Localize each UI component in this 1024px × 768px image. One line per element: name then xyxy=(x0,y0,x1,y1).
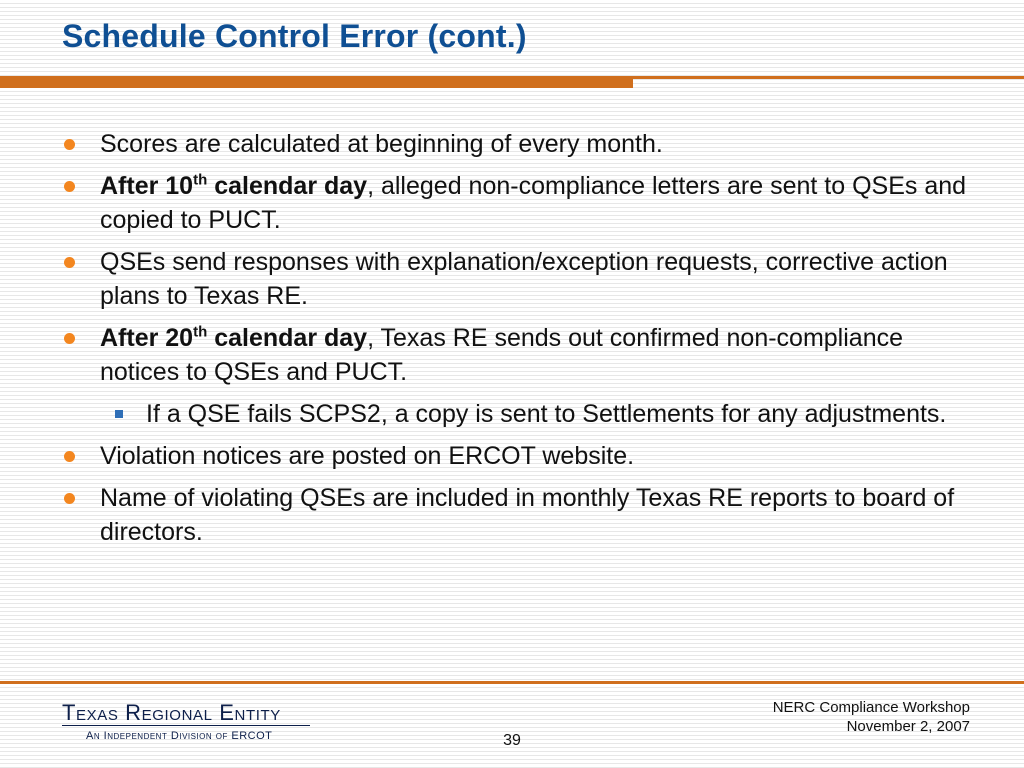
bullet-dot-icon xyxy=(64,451,75,462)
sub-bullet-text: If a QSE fails SCPS2, a copy is sent to Settlements for any adjustments. xyxy=(146,400,947,428)
bullet-dot-icon xyxy=(64,257,75,268)
sub-bullet-item xyxy=(58,397,988,431)
bullet-dot-icon xyxy=(64,139,75,150)
top-rule-accent xyxy=(0,79,633,88)
ordinal-suffix: th xyxy=(193,171,208,189)
bullet-dot-icon xyxy=(64,181,75,192)
bullet-item xyxy=(58,169,988,237)
bottom-rule xyxy=(0,681,1024,684)
bullet-item xyxy=(58,245,988,313)
square-bullet-icon xyxy=(115,410,123,418)
bullet-dot-icon xyxy=(64,333,75,344)
bullet-bold-text: After 10th calendar day xyxy=(100,171,368,200)
bullet-item xyxy=(58,127,988,161)
ordinal-suffix: th xyxy=(193,323,208,341)
bullet-text: Violation notices are posted on ERCOT website. xyxy=(100,442,635,470)
texas-re-logo: Texas Regional Entity xyxy=(62,700,281,725)
page-number: 39 xyxy=(503,732,521,749)
logo-tagline: An Independent Division of ERCOT xyxy=(86,730,273,742)
bullet-item xyxy=(58,439,988,473)
footer-event: NERC Compliance Workshop xyxy=(772,699,970,716)
bullet-bold-text: After 20th calendar day xyxy=(100,323,368,352)
logo-divider xyxy=(62,725,310,726)
footer-event-info xyxy=(773,698,970,736)
bullet-item xyxy=(58,481,988,549)
footer-date: November 2, 2007 xyxy=(846,718,970,735)
slide-title: Schedule Control Error (cont.) xyxy=(62,18,527,54)
bullet-text: Name of violating QSEs are included in monthly Texas RE reports to board of directors. xyxy=(100,484,955,546)
bullet-item xyxy=(58,321,988,389)
bullet-text: QSEs send responses with explanation/exception requests, corrective action plans to Texas RE. xyxy=(100,248,948,310)
bullet-text: , alleged non-compliance letters are sent to QSEs and copied to PUCT. xyxy=(100,172,967,234)
bullet-dot-icon xyxy=(64,493,75,504)
bullet-text: , Texas RE sends out confirmed non-compliance notices to QSEs and PUCT. xyxy=(100,324,904,386)
slide-body xyxy=(58,127,988,557)
bullet-text: Scores are calculated at beginning of every month. xyxy=(100,130,663,158)
